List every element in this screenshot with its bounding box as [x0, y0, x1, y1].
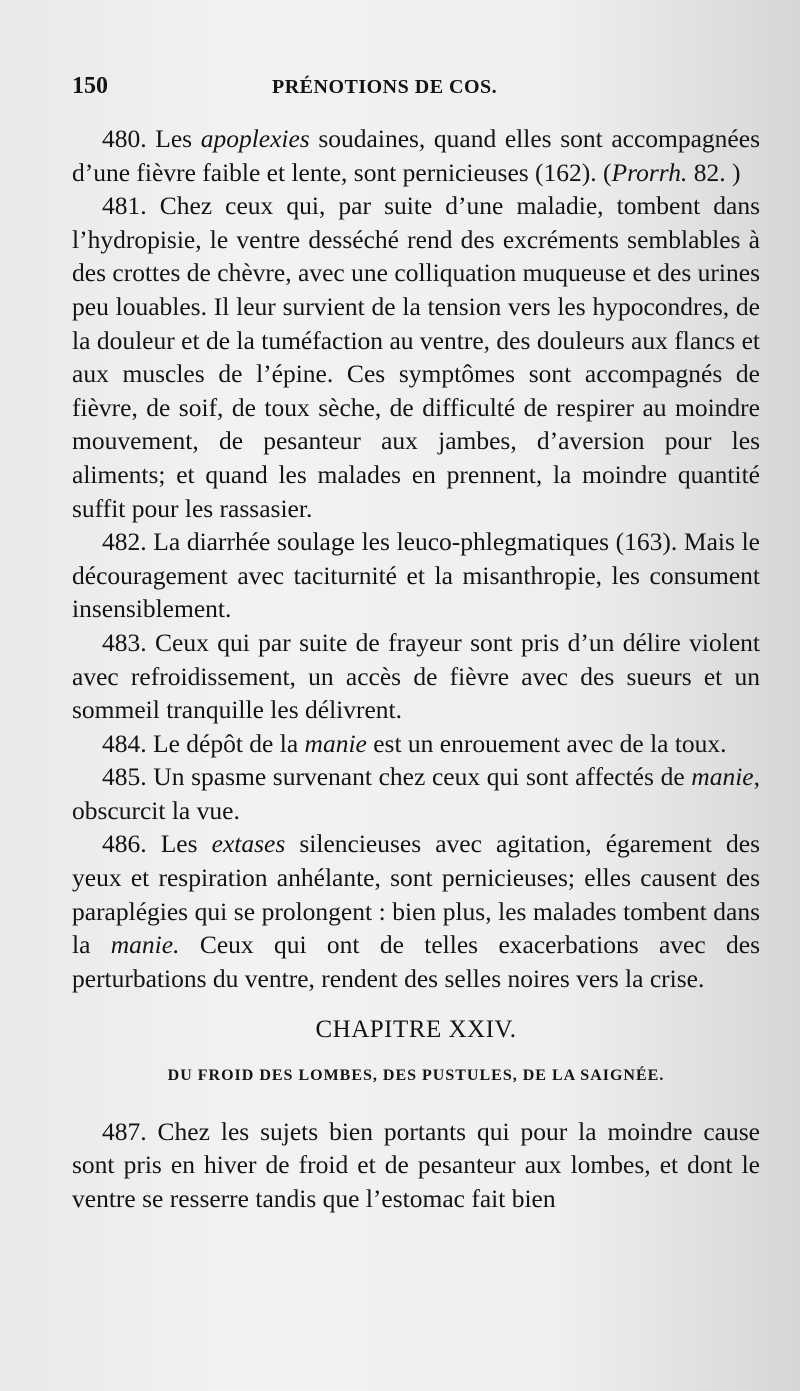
- paragraph-486-italic-2: manie.: [110, 930, 180, 960]
- paragraph-480: [72, 122, 760, 189]
- paragraph-486-text: 486. Les: [102, 829, 212, 859]
- paragraph-486-text-2: silencieuses avec agitation, égarement des yeux et respiration anhélante, sont pernicieuses; elles causent des paraplégies qui se prolongent : bien plus, les malades tombent dans la: [72, 829, 760, 960]
- paragraph-486-text-3: Ceux qui ont de telles exacerbations avec des perturbations du ventre, rendent des selles noires vers la crise.: [72, 930, 761, 993]
- paragraph-485-text-2: , obscurcit la vue.: [72, 762, 760, 825]
- paragraph-480-text-3: 82. ): [687, 157, 741, 187]
- paragraph-485: [72, 760, 760, 827]
- paragraph-480-italic: apoplexies: [200, 124, 310, 153]
- paragraph-481: 481. Chez ceux qui, par suite d’une maladie, tombent dans l’hydropisie, le ventre desséché rend des excréments semblables à des crottes de chèvre, avec une colliquation muqueuse et des urines peu louables. Il leur survient de la tension vers les hypocondres, de la douleur et de la tuméfaction au ventre, des douleurs aux flancs et aux muscles de l’épine. Ces symptômes sont accompagnés de fièvre, de soif, de toux sèche, de difficulté de respirer au moindre mouvement, de pesanteur aux jambes, d’aversion pour les aliments; et quand les malades en prennent, la moindre quantité suffit pour les rassasier.: [72, 191, 760, 523]
- paragraph-484: [72, 727, 760, 761]
- paragraph-484-italic: manie: [304, 728, 367, 758]
- paragraph-482: 482. La diarrhée soulage les leuco-phlegmatiques (163). Mais le découragement avec taciturnité et la misanthropie, les consument insensiblement.: [72, 527, 760, 624]
- paragraph-480-text-2: soudaines, quand elles sont accompagnées d’une fièvre faible et lente, sont pernicieuses (162). (: [72, 124, 760, 187]
- paragraph-485-italic: manie: [691, 762, 754, 792]
- paragraph-486: [72, 827, 760, 995]
- page-number: 150: [72, 73, 108, 99]
- page-text: [72, 70, 760, 1215]
- paragraph-480-text: 480. Les: [102, 124, 201, 153]
- paragraph-484-text: 484. Le dépôt de la: [102, 728, 305, 758]
- paragraph-486-italic: extases: [211, 829, 286, 859]
- running-header: [72, 70, 760, 122]
- paragraph-485-text: 485. Un spasme survenant chez ceux qui sont affectés de: [102, 762, 692, 792]
- paragraph-487: 487. Chez les sujets bien portants qui pour la moindre cause sont pris en hiver de froid et de pesanteur aux lombes, et dont le ventre se resserre tandis que l’estomac fait bien: [72, 1116, 760, 1213]
- paragraph-480-reference: Prorrh.: [611, 157, 688, 187]
- chapter-title: CHAPITRE XXIV.: [315, 1016, 517, 1044]
- paragraph-484-text-2: est un enrouement avec de la toux.: [366, 728, 727, 758]
- running-title: PRÉNOTIONS DE COS.: [272, 76, 498, 98]
- chapter-subtitle: DU FROID DES LOMBES, DES PUSTULES, DE LA SAIGNÉE.: [167, 1067, 665, 1085]
- paragraph-483: 483. Ceux qui par suite de frayeur sont pris d’un délire violent avec refroidissement, un accès de fièvre avec des sueurs et un sommeil tranquille les délivrent.: [72, 627, 760, 725]
